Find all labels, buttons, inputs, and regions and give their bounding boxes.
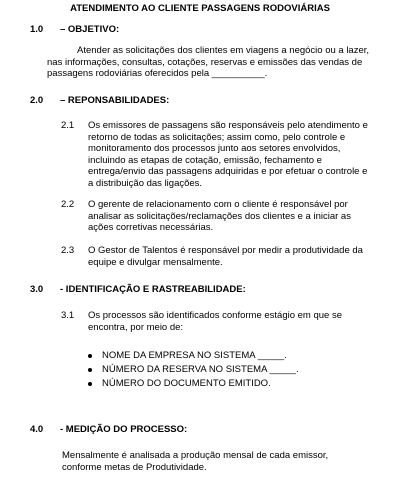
paragraph-line: retorno de todas as solicitações; assim como, pelo controle e — [88, 131, 346, 143]
list-item — [88, 363, 299, 377]
section-1-number: 1.0 — [30, 24, 44, 35]
section-4-title: - MEDIÇÃO DO PROCESSO: — [60, 424, 188, 435]
paragraph-line: passagens rodoviárias oferecidos pela __________. — [47, 68, 268, 79]
paragraph-line: monitoramento dos processos junto aos setores envolvidos, — [88, 143, 341, 154]
subsection-2-1-paragraph — [88, 120, 371, 189]
subsection-3-1-paragraph — [88, 310, 371, 333]
paragraph-line: entrega/envio das passagens adquiridas e por efetuar o controle e — [88, 166, 368, 177]
paragraph-line: O gerente de relacionamento com o cliente é responsável por — [88, 199, 348, 210]
paragraph-line: Atender as solicitações dos clientes em viagens a negócio ou a lazer, — [77, 45, 370, 56]
paragraph-line: nas informações, consultas, cotações, reservas e emissões das vendas de — [47, 56, 363, 68]
subsection-2-2-paragraph — [88, 199, 371, 234]
paragraph-line: ações corretivas necessárias. — [88, 222, 214, 233]
subsection-2-2-number: 2.2 — [61, 199, 75, 210]
section-3-number: 3.0 — [30, 284, 44, 295]
paragraph-line: encontra, por meio de: — [88, 321, 184, 333]
paragraph-line: a distribuição das ligações. — [88, 177, 203, 189]
bullet-icon — [88, 354, 92, 358]
paragraph-line: equipe e divulgar mensalmente. — [88, 256, 223, 268]
list-item — [88, 349, 299, 363]
section-4-paragraph — [62, 450, 371, 473]
paragraph-line: incluindo as etapas de cotação, emissão, fechamento e — [88, 154, 322, 166]
subsection-2-3-number: 2.3 — [61, 245, 75, 256]
subsection-3-1-number: 3.1 — [61, 310, 75, 321]
paragraph-line: Mensalmente é analisada a produção mensal de cada emissor, — [62, 450, 329, 461]
list-item-text: NÚMERO DO DOCUMENTO EMITIDO. — [102, 378, 271, 389]
bullet-icon — [88, 368, 92, 372]
paragraph-line: conforme metas de Produtividade. — [62, 461, 207, 473]
paragraph-line: O Gestor de Talentos é responsável por medir a produtividade da — [88, 245, 363, 256]
section-1-paragraph — [47, 45, 371, 80]
paragraph-line: Os emissores de passagens são responsáveis pelo atendimento e — [88, 120, 368, 131]
bullet-icon — [88, 382, 92, 386]
paragraph-line: Os processos são identificados conforme estágio em que se — [88, 310, 342, 321]
section-4-number: 4.0 — [30, 424, 44, 435]
list-item — [88, 377, 299, 391]
list-item-text: NOME DA EMPRESA NO SISTEMA _____. — [102, 350, 287, 361]
subsection-2-3-paragraph — [88, 245, 371, 268]
section-2-title: – REPONSABILIDADES: — [60, 95, 170, 106]
section-3-title: - IDENTIFICAÇÃO E RASTREABILIDADE: — [60, 284, 246, 295]
paragraph-line: analisar as solicitações/reclamações dos clientes e a iniciar as — [88, 210, 351, 222]
list-item-text: NÚMERO DA RESERVA NO SISTEMA _____. — [102, 364, 299, 375]
subsection-2-1-number: 2.1 — [61, 120, 75, 131]
identification-bullet-list — [88, 349, 299, 391]
section-1-title: – OBJETIVO: — [60, 24, 120, 35]
section-2-number: 2.0 — [30, 95, 44, 106]
document-title: ATENDIMENTO AO CLIENTE PASSAGENS RODOVIÁRIAS — [70, 3, 330, 14]
